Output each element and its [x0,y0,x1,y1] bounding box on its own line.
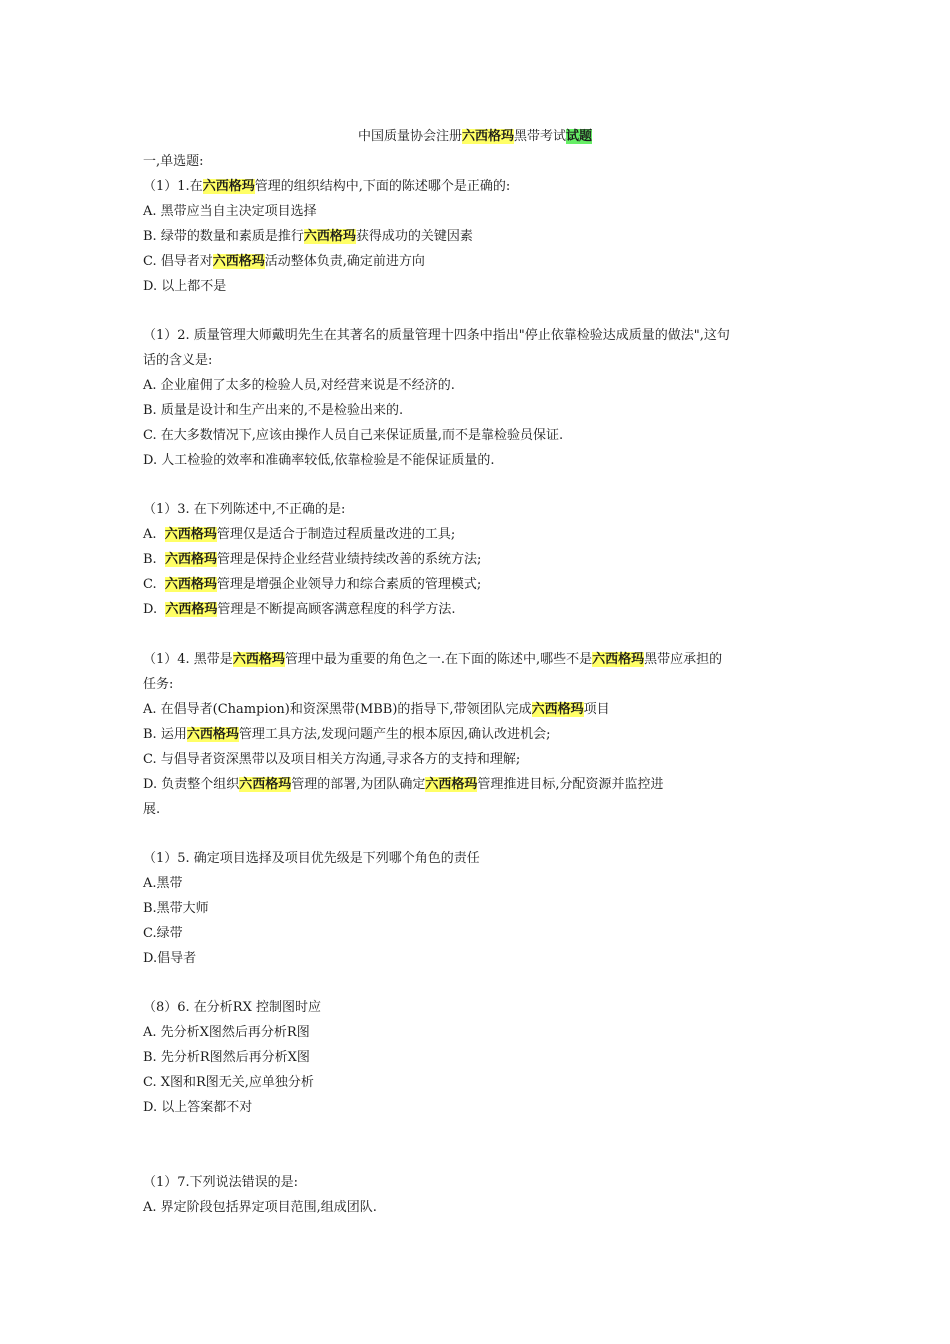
question-1-option-b: B. 绿带的数量和素质是推行六西格玛获得成功的关键因素 [143,229,473,244]
question-4-stem-cont: 任务: [143,677,174,692]
question-6-stem: （8）6. 在分析RX 控制图时应 [143,1000,321,1015]
question-4-option-d-cont: 展. [143,802,161,817]
section-heading: 一,单选题: [143,154,204,169]
question-7-option-a: A. 界定阶段包括界定项目范围,组成团队. [143,1200,377,1215]
keyword-highlight: 六西格玛 [202,179,255,194]
question-1-option-d: D. 以上都不是 [143,279,227,294]
question-5-option-c: C.绿带 [143,926,183,941]
question-4-stem: （1）4. 黑带是六西格玛管理中最为重要的角色之一.在下面的陈述中,哪些不是六西格玛黑带应承担的 [143,652,723,667]
question-1-option-a: A. 黑带应当自主决定项目选择 [143,204,317,219]
keyword-highlight: 六西格玛 [461,129,514,144]
keyword-highlight: 六西格玛 [232,652,285,667]
question-5-stem: （1）5. 确定项目选择及项目优先级是下列哪个角色的责任 [143,851,480,866]
question-3-option-a: A. 六西格玛管理仅是适合于制造过程质量改进的工具; [143,527,456,542]
question-2-option-b: B. 质量是设计和生产出来的,不是检验出来的. [143,403,404,418]
question-5-option-d: D.倡导者 [143,951,197,966]
question-4-option-c: C. 与倡导者资深黑带以及项目相关方沟通,寻求各方的支持和理解; [143,752,521,767]
question-6-option-a: A. 先分析X图然后再分析R图 [143,1025,310,1040]
question-3-option-d: D. 六西格玛管理是不断提高顾客满意程度的科学方法. [143,602,456,617]
question-1-stem: （1）1.在六西格玛管理的组织结构中,下面的陈述哪个是正确的: [143,179,511,194]
question-5-option-a: A.黑带 [143,876,183,891]
keyword-highlight: 六西格玛 [303,229,356,244]
question-2-option-d: D. 人工检验的效率和准确率较低,依靠检验是不能保证质量的. [143,453,495,468]
question-6-option-d: D. 以上答案都不对 [143,1100,253,1115]
keyword-highlight: 六西格玛 [165,602,218,617]
question-2-stem-cont: 话的含义是: [143,353,213,368]
keyword-highlight: 六西格玛 [212,254,265,269]
keyword-highlight: 六西格玛 [239,777,292,792]
keyword-highlight: 六西格玛 [425,777,478,792]
question-5-option-b: B.黑带大师 [143,901,209,916]
question-1-option-c: C. 倡导者对六西格玛活动整体负责,确定前进方向 [143,254,425,269]
question-2-option-a: A. 企业雇佣了太多的检验人员,对经营来说是不经济的. [143,378,455,393]
question-2-stem: （1）2. 质量管理大师戴明先生在其著名的质量管理十四条中指出"停止依靠检验达成质量的做法",这句 [143,328,730,343]
question-2-option-c: C. 在大多数情况下,应该由操作人员自己来保证质量,而不是靠检验员保证. [143,428,564,443]
keyword-highlight: 六西格玛 [186,727,239,742]
question-4-option-d: D. 负责整个组织六西格玛管理的部署,为团队确定六西格玛管理推进目标,分配资源并监控进 [143,777,664,792]
question-6-option-b: B. 先分析R图然后再分析X图 [143,1050,310,1065]
keyword-highlight: 六西格玛 [164,577,217,592]
question-4-option-b: B. 运用六西格玛管理工具方法,发现问题产生的根本原因,确认改进机会; [143,727,551,742]
question-6-option-c: C. X图和R图无关,应单独分析 [143,1075,314,1090]
question-3-option-c: C. 六西格玛管理是增强企业领导力和综合素质的管理模式; [143,577,482,592]
keyword-highlight-green: 试题 [566,129,593,144]
keyword-highlight: 六西格玛 [164,527,217,542]
question-3-stem: （1）3. 在下列陈述中,不正确的是: [143,502,346,517]
question-4-option-a: A. 在倡导者(Champion)和资深黑带(MBB)的指导下,带领团队完成六西格玛项目 [143,702,610,717]
keyword-highlight: 六西格玛 [592,652,645,667]
document-title: 中国质量协会注册六西格玛黑带考试试题 [357,129,593,144]
keyword-highlight: 六西格玛 [531,702,584,717]
question-7-stem: （1）7.下列说法错误的是: [143,1175,299,1190]
question-3-option-b: B. 六西格玛管理是保持企业经营业绩持续改善的系统方法; [143,552,482,567]
keyword-highlight: 六西格玛 [164,552,217,567]
